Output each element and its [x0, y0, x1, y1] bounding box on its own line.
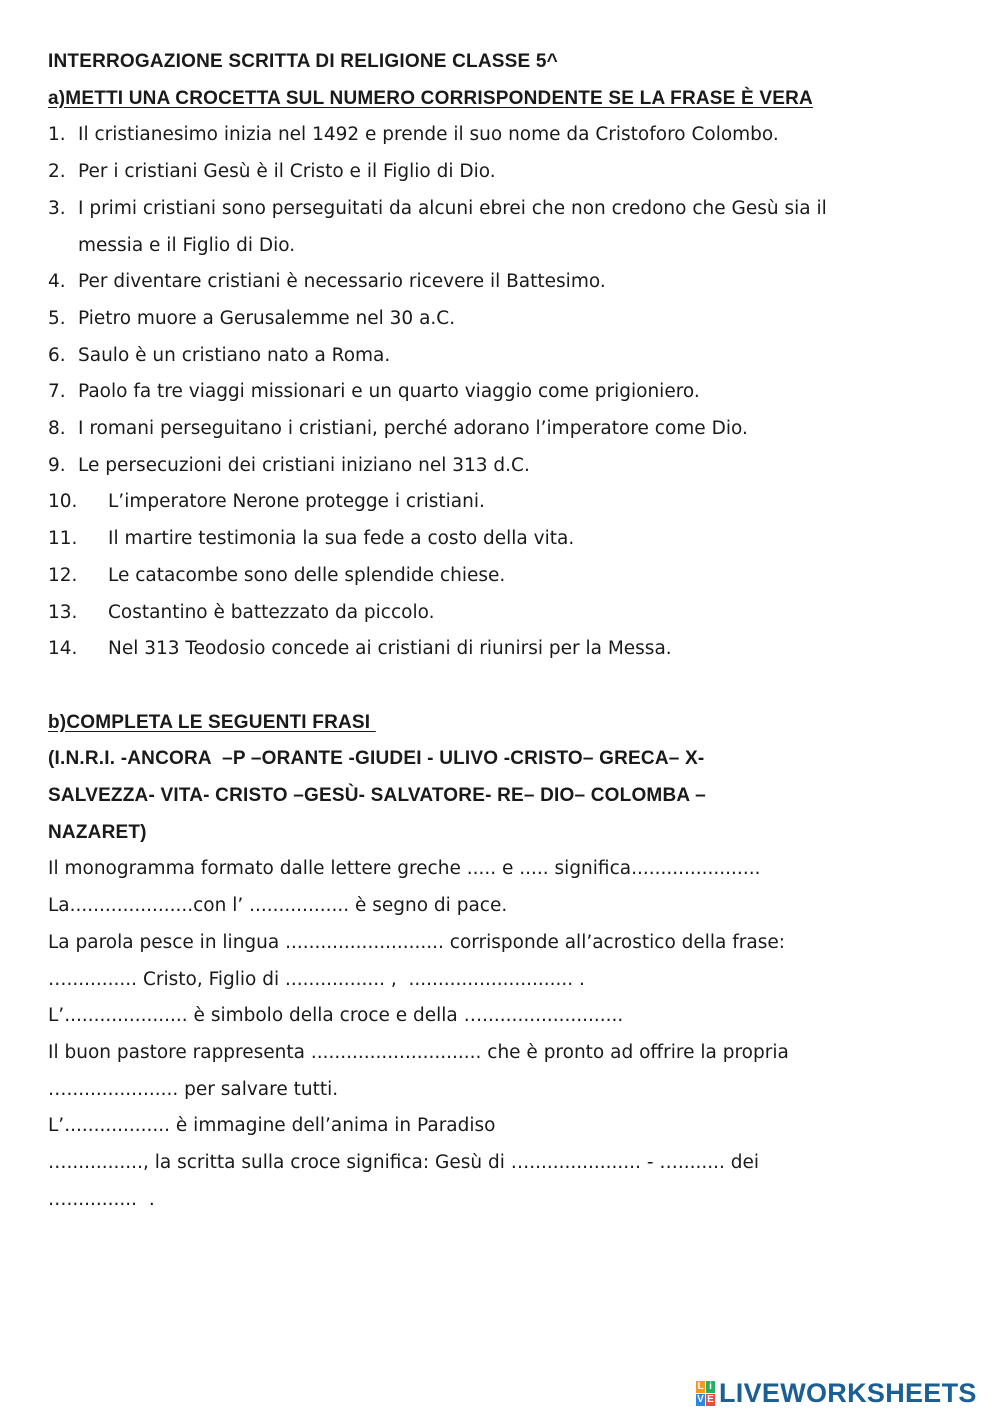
section-a-heading: a)METTI UNA CROCETTA SUL NUMERO CORRISPONDENTE SE LA FRASE È VERA: [48, 87, 813, 109]
word-bank-line: NAZARET): [48, 821, 147, 843]
brand-name: LIVEWORKSHEETS: [719, 1377, 977, 1408]
item-number: 1.: [48, 124, 66, 146]
item-text: Pietro muore a Gerusalemme nel 30 a.C.: [78, 307, 456, 329]
list-item[interactable]: [48, 338, 968, 375]
item-text: L’imperatore Nerone protegge i cristiani.: [108, 491, 485, 513]
list-item[interactable]: [48, 154, 968, 191]
item-number: 8.: [48, 418, 66, 440]
list-item[interactable]: [48, 117, 968, 154]
item-text: Per i cristiani Gesù è il Cristo e il Figlio di Dio.: [78, 161, 496, 183]
item-number: 11.: [48, 528, 78, 550]
sentence-line[interactable]: Il buon pastore rappresenta ............................. che è pronto ad offrire la propria: [48, 1041, 789, 1063]
item-text-continuation: messia e il Figlio di Dio.: [78, 234, 296, 256]
item-number: 7.: [48, 381, 66, 403]
sentence-line[interactable]: …............ .: [48, 1188, 155, 1210]
item-text: Le catacombe sono delle splendide chiese.: [108, 564, 506, 586]
item-number: 3.: [48, 197, 66, 219]
section-b-heading: b)COMPLETA LE SEGUENTI FRASI: [48, 711, 376, 733]
list-item[interactable]: [48, 631, 968, 668]
list-item[interactable]: [48, 484, 968, 521]
item-number: 6.: [48, 344, 66, 366]
logo-letter: E: [707, 1393, 714, 1405]
item-text: Saulo è un cristiano nato a Roma.: [78, 344, 391, 366]
list-item[interactable]: [48, 521, 968, 558]
sentence-line[interactable]: La.....................con l’ ................. è segno di pace.: [48, 895, 508, 917]
sentence-line[interactable]: L’.................. è immagine dell’anima in Paradiso: [48, 1115, 496, 1137]
sentence-line[interactable]: …................... per salvare tutti.: [48, 1078, 339, 1100]
logo-mark-icon: [696, 1381, 715, 1406]
sentence-line[interactable]: La parola pesce in lingua ........................... corrisponde all’acrostico della frase:: [48, 931, 785, 953]
list-item[interactable]: [48, 558, 968, 595]
logo-letter: i: [706, 1381, 715, 1393]
list-item[interactable]: [48, 301, 968, 338]
item-text: Costantino è battezzato da piccolo.: [108, 601, 435, 623]
word-bank-line: (I.N.R.I. -ANCORA –P –ORANTE -GIUDEI - ULIVO -CRISTO– GRECA– X-: [48, 748, 705, 770]
sentence-line[interactable]: Il monogramma formato dalle lettere greche ..... e ..... significa......................: [48, 858, 761, 880]
liveworksheets-logo[interactable]: [696, 1376, 977, 1410]
list-item[interactable]: [48, 595, 968, 632]
fill-in-sentences: [48, 851, 968, 1218]
item-number: 4.: [48, 271, 66, 293]
item-text: I primi cristiani sono perseguitati da alcuni ebrei che non credono che Gesù sia il: [78, 197, 827, 219]
item-number: 5.: [48, 307, 66, 329]
item-text: Paolo fa tre viaggi missionari e un quarto viaggio come prigioniero.: [78, 381, 700, 403]
sentence-line[interactable]: …............., la scritta sulla croce significa: Gesù di …................... - …........ dei: [48, 1152, 760, 1174]
item-text: I romani perseguitano i cristiani, perché adorano l’imperatore come Dio.: [78, 418, 748, 440]
item-text: Il martire testimonia la sua fede a costo della vita.: [108, 528, 575, 550]
item-text: Nel 313 Teodosio concede ai cristiani di riunirsi per la Messa.: [108, 638, 672, 660]
item-number: 2.: [48, 161, 66, 183]
section-spacer: [48, 668, 968, 705]
worksheet-title: INTERROGAZIONE SCRITTA DI RELIGIONE CLASSE 5^: [48, 51, 558, 72]
logo-letter: V: [697, 1393, 704, 1405]
true-false-list: [48, 117, 968, 668]
item-number: 12.: [48, 564, 78, 586]
list-item[interactable]: [48, 411, 968, 448]
sentence-line[interactable]: L’..................... è simbolo della croce e della …........................: [48, 1005, 624, 1027]
list-item[interactable]: [48, 448, 968, 485]
list-item[interactable]: [48, 374, 968, 411]
item-text: Le persecuzioni dei cristiani iniziano nel 313 d.C.: [78, 454, 530, 476]
item-number: 13.: [48, 601, 78, 623]
list-item[interactable]: [48, 191, 968, 228]
item-number: 9.: [48, 454, 66, 476]
item-text: Per diventare cristiani è necessario ricevere il Battesimo.: [78, 271, 606, 293]
worksheet: [48, 44, 968, 1218]
word-bank-line: SALVEZZA- VITA- CRISTO –GESÙ- SALVATORE- RE– DIO– COLOMBA –: [48, 785, 706, 807]
logo-letter: L: [697, 1380, 704, 1392]
item-number: 10.: [48, 491, 78, 513]
list-item[interactable]: [48, 264, 968, 301]
item-number: 14.: [48, 638, 78, 660]
sentence-line[interactable]: …............ Cristo, Figlio di ................. , ............................ .: [48, 968, 585, 990]
word-bank: [48, 741, 968, 851]
item-text: Il cristianesimo inizia nel 1492 e prende il suo nome da Cristoforo Colombo.: [78, 124, 779, 146]
